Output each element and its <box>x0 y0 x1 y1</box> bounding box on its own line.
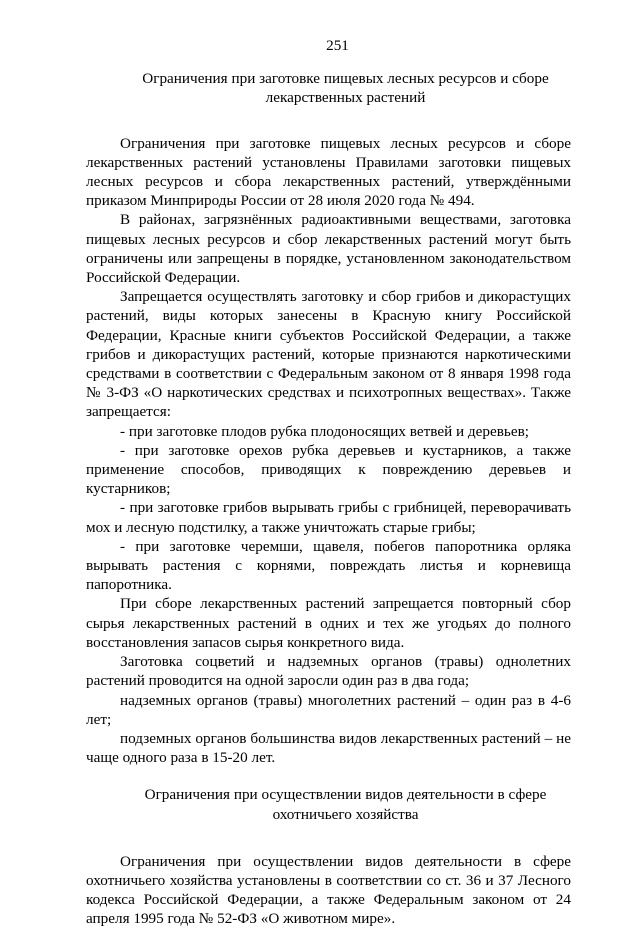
paragraph: Запрещается осуществлять заготовку и сбор грибов и дикорастущих растений, виды которых занесены в Красную книгу Российской Федерации, Красные книги субъектов Российской Федерации, а также грибов и дикорастущих растений, которые признаются наркотическими средствами в соответствии с Федеральным законом от 8 января 1998 года № 3-ФЗ «О наркотических средствах и психотропных веществах». Также запрещается: <box>86 288 571 421</box>
page-number: 251 <box>326 37 349 54</box>
paragraph: подземных органов большинства видов лекарственных растений – не чаще одного раза в 15-20 лет. <box>86 729 571 767</box>
list-item: - при заготовке плодов рубка плодоносящих ветвей и деревьев; <box>120 422 529 440</box>
section-title-gathering: Ограничения при заготовке пищевых лесных ресурсов и сборе лекарственных растений <box>142 70 549 107</box>
section-body-hunting <box>86 852 571 929</box>
list-item: - при заготовке грибов вырывать грибы с грибницей, переворачивать мох и лесную подстилку, а также уничтожать старые грибы; <box>86 499 571 536</box>
list-item: - при заготовке орехов рубка деревьев и кустарников, а также применение способов, приводящих к повреждению деревьев и кустарников; <box>86 441 571 498</box>
paragraph: Заготовка соцветий и надземных органов (травы) однолетних растений проводится на одной заросли один раз в два года; <box>86 653 571 690</box>
paragraph: Ограничения при заготовке пищевых лесных ресурсов и сборе лекарственных растений установлены Правилами заготовки пищевых лесных ресурсов и сбора лекарственных растений, утверждёнными приказом Минприроды России от 28 июля 2020 года № 494. <box>86 134 571 210</box>
list-item: - при заготовке черемши, щавеля, побегов папоротника орляка вырывать растения с корнями, повреждать листья и корневища папоротника. <box>86 537 571 594</box>
paragraph: Ограничения при осуществлении видов деятельности в сфере охотничьего хозяйства установлены в соответствии со ст. 36 и 37 Лесного кодекса Российской Федерации, а также Федеральным законом от 24 апреля 1995 года № 52-ФЗ «О животном мире». <box>86 852 571 928</box>
paragraph: В районах, загрязнённых радиоактивными веществами, заготовка пищевых лесных ресурсов и сбор лекарственных растений могут быть ограничены или запрещены в порядке, установленном законодательством Российской Федерации. <box>86 211 571 287</box>
paragraph: надземных органов (травы) многолетних растений – один раз в 4-6 лет; <box>86 691 571 728</box>
section-body-gathering <box>86 134 571 768</box>
document-page <box>86 36 571 929</box>
paragraph: При сборе лекарственных растений запрещается повторный сбор сырья лекарственных растений в одних и тех же угодьях до полного восстановления запасов сырья конкретного вида. <box>86 595 571 651</box>
section-title-hunting: Ограничения при осуществлении видов деятельности в сфере охотничьего хозяйства <box>144 786 547 823</box>
